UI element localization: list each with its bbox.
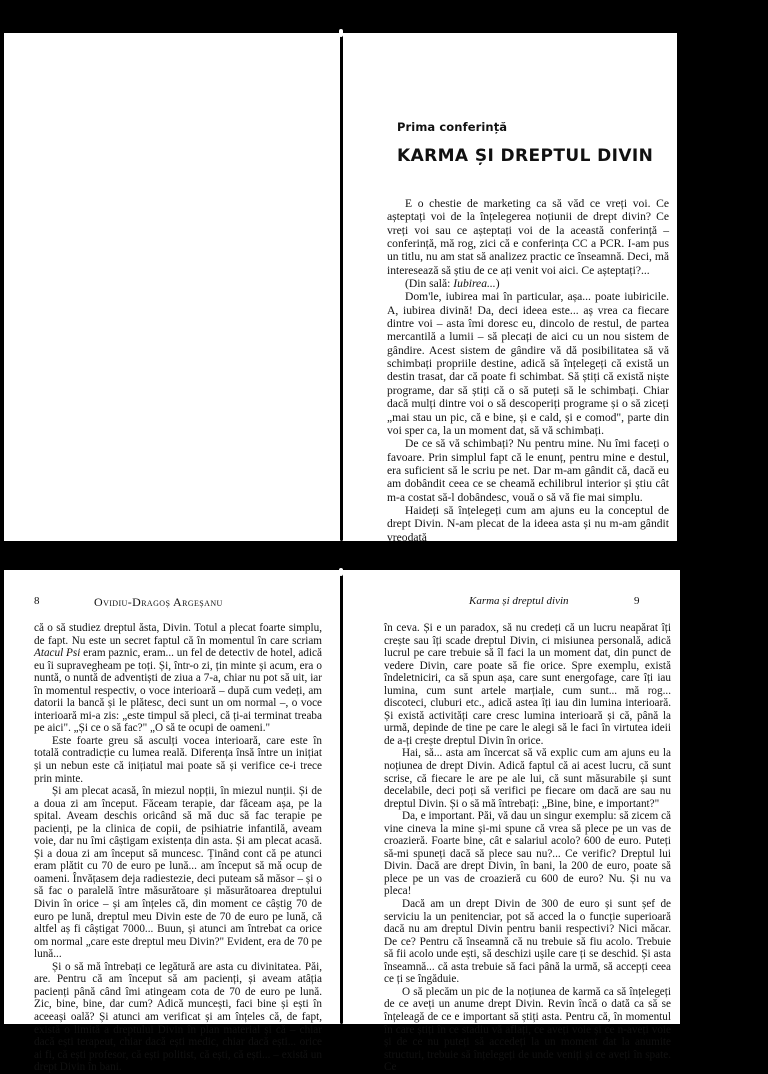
paragraph <box>34 622 322 735</box>
paragraph: De ce să vă schimbați? Nu pentru mine. Nu îmi faceți o favoare. Prin simplul fapt că le enunț, pentru mine e destul, era suficient să le scriu pe net. Dar m-am gândit că, dacă eu am dobândit ceea ce se cheamă echilibrul interior și știu cât m-a costat să-l dobândesc, vouă o să vă fie mai simplu. <box>387 437 669 504</box>
chapter-body-text <box>387 197 669 544</box>
paragraph: O să plecăm un pic de la noțiunea de karmă ca să înțelegeți de ce aveți un anume drept Divin. Revin încă o dată ca să se înțeleagă de ce e important să știți asta. Pentru că, în momentul în care știți în ce stadiu vă aflați, ce aveți voie și ce n-aveți voie și de ce nu puteți să accedeți la un moment dat la anumite structuri, trebuie să înțelegeți de unde veniți și ce aveți în spate. Ce <box>384 985 671 1074</box>
chapter-label: Prima conferință <box>397 120 508 134</box>
text-run: că o să studiez dreptul ăsta, Divin. Totul a plecat foarte simplu, de fapt. Nu este un secret faptul că în momentul în care scriam <box>34 622 322 647</box>
page-number-right: 9 <box>634 595 640 607</box>
audience-prefix: (Din sală: <box>405 277 454 291</box>
paragraph: Hai, să... asta am încercat să vă explic cum am ajuns eu la noțiunea de drept Divin. Adică faptul că ai acest lucru, că sunt scrise, că fiecare le are pe ale lui, că sunt măsurabile și sunt decelabile, deci poți să verifici pe fiecare om dacă are sau nu dreptul Divin. Și o să mă întrebați: „Bine, bine, e important?" <box>384 747 671 810</box>
chapter-title: KARMA ȘI DREPTUL DIVIN <box>397 146 654 166</box>
right-page-body-text <box>384 622 671 1074</box>
audience-remark <box>387 277 669 290</box>
book-title-italic: Atacul Psi <box>34 647 81 660</box>
top-page-spread <box>4 33 677 544</box>
paragraph: Haideți să înțelegeți cum am ajuns eu la conceptul de drept Divin. N-am plecat de la ideea asta și nu m-am gândit vreodată <box>387 503 669 544</box>
audience-remark-italic: Iubirea... <box>453 277 496 291</box>
paragraph: Și am plecat acasă, în miezul nopții, în miezul nunții. Și de a doua zi am început. Făceam terapie, dar făceam așa, pe la spital. Aveam deschis oricând să mă duc să fac terapie pe pacienți, pe la clinica de copii, de psihiatrie infantilă, aveam voie, dar nu îmi câștigam existența din asta. Și am plecat acasă. Și a doua zi am început să muncesc. Ținând cont că pe atunci eram plătit cu 70 de euro pe lună... am început să mă ocup de oameni. Învățasem deja radiestezie, deci puteam să măsor – și o să fac o paralelă între măsurătoare și măsurătoarea dreptului Divin în orice – și am înțeles că, din moment ce câștig 70 de euro pe lună, dreptul meu Divin este de 70 de euro pe lună, că altfel aș fi câștigat 7000... Buun, și atunci am întrebat ca orice om normal „care este dreptul meu Divin?" Evident, era de 70 pe lună... <box>34 785 322 961</box>
book-spine <box>340 33 343 541</box>
spine-mark <box>339 29 343 37</box>
paragraph: Dacă am un drept Divin de 300 de euro și sunt șef de serviciu la un penitenciar, pot să acced la o funcție superioară dacă nu am dreptul Divin pentru banii respectivi? Nici măcar. De ce? Pentru că înseamnă că nu trebuie să fiu acolo. Trebuie să fii acolo unde ești, să deschizi ușile care ți se deschid. Și asta înseamnă... că asta trebuie să faci până la urmă, să accepți ceea ce ți se îngăduie. <box>384 898 671 986</box>
paragraph: E o chestie de marketing ca să văd ce vreți voi. Ce așteptați voi de la înțelegerea noțiunii de drept divin? Ce vreți voi sau ce așteptați voi de la această conferință – conferință, mă rog, zici că e conferința CC a PCR. I-am pus un titlu, nu am stat să analizez practic ce înseamnă. Deci, mă interesează să știu de ce ați venit voi aici. Ce așteptați?... <box>387 197 669 277</box>
bottom-page-spread <box>4 570 680 1074</box>
book-spine <box>340 570 343 1024</box>
paragraph: Este foarte greu să asculți vocea interioară, care este în totală contradicție cu lumea reală. Diferența însă între un inițiat și un nebun este că inițiatul mai poate să și verifice ce-i trece prin minte. <box>34 734 322 785</box>
running-head-title: Karma și dreptul divin <box>469 595 569 607</box>
paragraph: în ceva. Și e un paradox, să nu credeți că un lucru neapărat îți crește sau îți scade dreptul Divin, ci misiunea personală, adică lucrul pe care trebuie să îl faci la un moment dat, din punct de vedere Divin, care poate să fie orice. Spre exemplu, există îndeletniciri, ca să spun așa, care sunt energofage, care îți iau lumina, cum sunt artele marțiale, cum sunt... mă rog... discoteci, cluburi etc., adică astea îți iau din lumina interioară. Și există activități care cresc lumina interioară și că, până la urmă, depinde de tine pe care le alegi să le faci în virtutea ideii de a-ți crește dreptul Divin în orice. <box>384 622 671 747</box>
audience-suffix: ) <box>495 277 500 291</box>
page-number-left: 8 <box>34 595 40 607</box>
paragraph: Dom'le, iubirea mai în particular, așa... poate iubiricile. A, iubirea divină! Da, deci ideea este... aș vrea ca fiecare dintre voi – asta îmi doresc eu, dincolo de restul, de partea mercantilă a lumii – să plecați de aici cu un nou sistem de gândire. Acest sistem de gândire vă dă posibilitatea să vă schimbați propriile destine, adică să înțelegeți că există un destin trasat, dar că poate fi schimbat. Să știți că există niște programe, dar să știți că o să puteți să le schimbați. Chiar dacă mulți dintre voi o să descoperiți programe și o să ziceți „mai stau un pic, că e bine, și e cald, și e comod", parte din voi sper ca, la un moment dat, să vă schimbați. <box>387 290 669 437</box>
paragraph: Și o să mă întrebați ce legătură are asta cu divinitatea. Păi, are. Pentru că am început să am pacienți, și aveam atâția pacienți până când îmi atingeam cota de 70 de euro pe lună. Zic, bine, bine, dar cum? Adică muncești, faci bine și ești în aceeași oală? Și atunci am verificat și am înțeles că, de fapt, există o limită a dreptului Divin în plan material și că – chiar dacă ești terapeut, chiar dacă ești medic, chiar dacă ești... orice ai fi, că ești profesor, că ești politist, că ești, că ești... – există un drept Divin în bani. <box>34 960 322 1074</box>
running-head-author: Ovidiu-Dragoș Argeșanu <box>94 595 223 609</box>
spine-mark <box>339 568 343 576</box>
left-page-body-text <box>34 622 322 1074</box>
text-run: eram paznic, eram... un fel de detectiv de hotel, adică eu îi supravegheam pe toți. Și, într-o zi, țin minte și acum, era o nuntă, o nuntă de adventiști de ziua a 7-a, chiar nu pot să uit, iar în momentul respectiv, o voce interioară – după cum vedeți, am datorii la bancă și le plătesc, deci sunt un om normal –, o voce interioară mi-a zis: „este timpul să pleci, că ți-ai terminat treaba pe aici". „Și ce o să fac?" „O să te ocupi de oameni." <box>34 647 322 735</box>
paragraph: Da, e important. Păi, vă dau un singur exemplu: să zicem că vine cineva la mine și-mi spune că vrea să plece pe un vas de croazieră. Foarte bine, cât e salariul acolo? 600 de euro. Puteți să-mi spuneți dacă să plece sau nu?... Ce verific? Dreptul lui Divin. Dacă are drept Divin, în bani, la 200 de euro, poate să plece pe un vas de croazieră cu 600 de euro? Nu. Și nu va pleca! <box>384 810 671 898</box>
